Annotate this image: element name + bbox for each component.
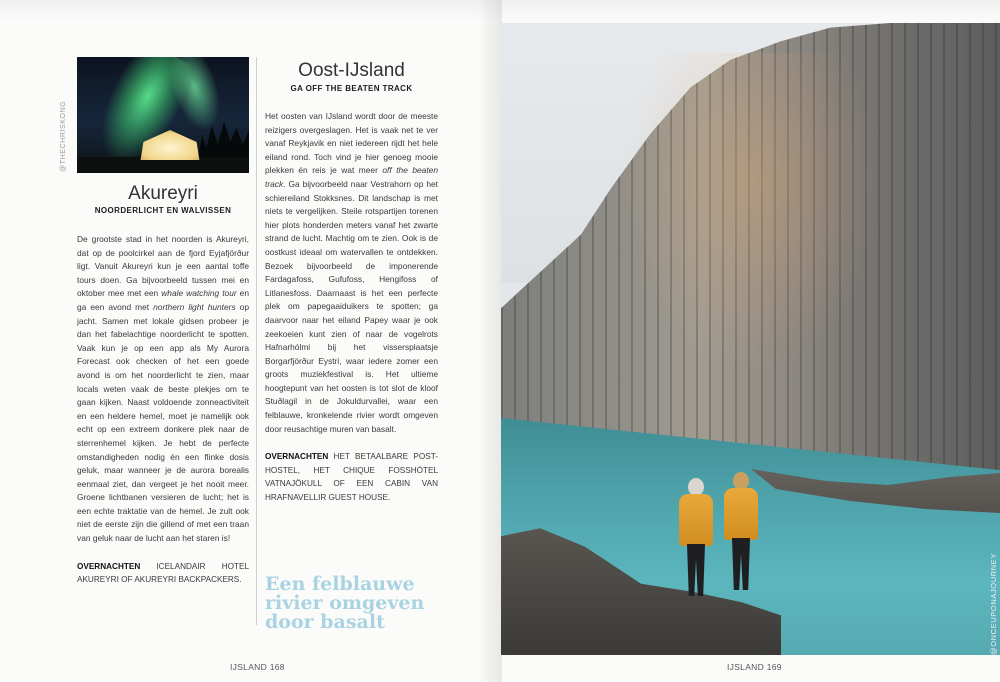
page-number-left: IJSLAND 168 [230,662,285,672]
akureyri-overnight: OVERNACHTEN ICELANDAIR HOTEL AKUREYRI OF AKUREYRI BACKPACKERS. [77,561,249,585]
pull-quote: Een felblauwe rivier omgeven door basalt [265,573,425,633]
hiker-right [724,472,758,592]
photo-credit-left: @THECHRISKONG [60,100,67,172]
oost-overnight: OVERNACHTEN HET BETAALBARE POST-HOSTEL, HET CHIQUE FOSSHÓTEL VATNAJÖKULL OF EEN CABIN VAN HRAFNAVELLIR GUEST HOUSE. [265,452,438,503]
akureyri-body: De grootste stad in het noorden is Akureyri, dat op de poolcirkel aan de fjord Eyjafjörður ligt. Vanuit Akureyri kun je een aantal toffe tours doen. Ga bijvoorbeeld tussen mei en oktober mee met een whale watching tour en ga een avond met northern light hunters op jacht. Samen met lokale gidsen probeer je dan het fabelachtige noorderlicht te spotten. Vaak kun je op een app als My Aurora Forecast ook checken of het een goede avond is om het noorderlicht te zien, maar locals weten vaak de beste plekjes om te gaan kijken. Naast voldoende zonneactiviteit en een heldere hemel, moet je namelijk ook echt op een extreem donkere plek naar de sterrenhemel kijken. Je hebt de perfecte omstandigheden nodig én een flinke dosis geluk, maar wanneer je de aurora borealis eenmaal ziet, dan vergeet je het nooit meer. Groene lichtbanen versieren de lucht; het is een echte traktatie van de hemel. Je zult ook niet de eerste zijn die gillend of met een traan van geluk naar de lucht aan het staren is! [77,234,249,544]
oost-article-column [265,110,438,505]
book-gutter [478,0,502,682]
section-title-akureyri: Akureyri [128,183,198,204]
akureyri-article-column [77,233,249,587]
hiker-left [679,478,713,598]
aurora-photo [77,57,249,173]
section-title-oost: Oost-IJsland [298,60,405,81]
oost-body: Het oosten van IJsland wordt door de meeste reizigers overgeslagen. Het is vaak net te ver vanaf Reykjavik en niet iedereen rijdt het hele eiland rond. Toch vind je hier genoeg mooie plekken én reis je wat meer off the beaten track. Ga bijvoorbeeld naar Vestrahorn op het schiereiland Stokksnes. Dit landschap is met niets te vergelijken. Steile rotspartijen torenen hier plots honderden meters vanaf het zwarte strand de lucht. Machtig om te zien. Ook is de oostkust ideaal om watervallen te ontdekken. Bezoek bijvoorbeeld de imponerende Fardagafoss, Gufufoss, Hengifoss of Litlanesfoss. Daarnaast is het een perfecte plek om papegaaiduikers te spotten; ga daarvoor naar het eiland Papey waar je ook zeekoeien kunt zien of naar de vogelrots Hafnarhólmi bij het vissersplaatsje Borgarfjörður Eystri, waar iedere zomer een groots muziekfestival is. Het ultieme hoogtepunt van het oosten is tot slot de kloof Stuðlagil in de Jokuldurvallei, waar een felblauwe, kronkelende rivier wordt omgeven door reusachtige muren van basalt. [265,111,438,434]
column-divider [256,57,257,625]
photo-credit-right: @ONCEUPONAJOURNEY [989,553,998,655]
section-subtitle-akureyri: NOORDERLICHT EN WALVISSEN [94,206,232,215]
section-subtitle-oost: GA OFF THE BEATEN TRACK [290,84,413,93]
page-number-right: IJSLAND 169 [727,662,782,672]
canyon-photo [501,23,1000,655]
